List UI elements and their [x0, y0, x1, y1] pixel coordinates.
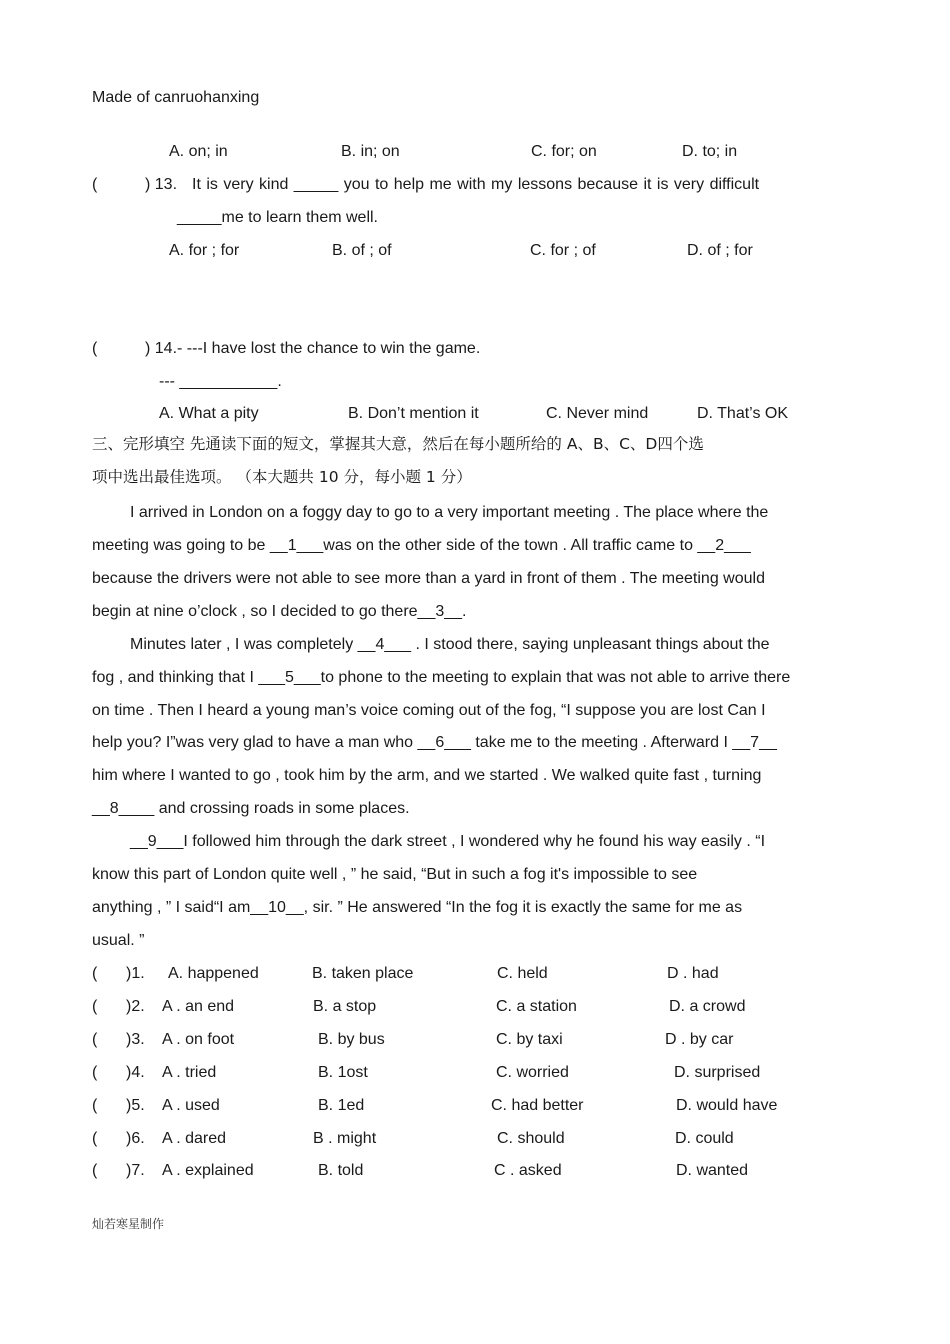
q12-option-c: C. for; on — [531, 143, 597, 160]
question-number: )1. — [126, 965, 145, 982]
option-b: B. 1ed — [318, 1097, 365, 1114]
option-a: A . an end — [162, 998, 235, 1015]
q13-option-a: A. for ; for — [169, 242, 240, 259]
answer-paren: ( — [92, 1162, 98, 1179]
question-number: )4. — [126, 1064, 145, 1081]
passage-line: know this part of London quite well , ” he said, “But in such a fog it's impossible to see — [92, 866, 698, 883]
document-header: Made of canruohanxing — [92, 89, 260, 106]
answer-paren: ( — [92, 1064, 98, 1081]
answer-paren: ( — [92, 965, 98, 982]
option-b: B. a stop — [313, 998, 377, 1015]
passage-line: I arrived in London on a foggy day to go to a very important meeting . The place where the — [130, 504, 769, 521]
answer-paren: ( — [92, 998, 98, 1015]
passage-line: meeting was going to be __1___was on the other side of the town . All traffic came to __2___ — [92, 537, 751, 554]
passage-line: because the drivers were not able to see more than a yard in front of them . The meeting would — [92, 570, 765, 587]
passage-line: him where I wanted to go , took him by the arm, and we started . We walked quite fast , turning — [92, 767, 762, 784]
answer-paren: ( — [92, 1031, 98, 1048]
option-c: C. worried — [496, 1064, 569, 1081]
question-number: )7. — [126, 1162, 145, 1179]
option-b: B. by bus — [318, 1031, 385, 1048]
option-c: C . asked — [494, 1162, 562, 1179]
passage-line: __8____ and crossing roads in some places. — [92, 800, 410, 817]
option-c: C. held — [497, 965, 548, 982]
answer-paren: ( — [92, 1130, 98, 1147]
q13-question-line1: It is very kind _____ you to help me with my lessons because it is very difficult — [192, 176, 760, 193]
passage-line: help you? I”was very glad to have a man who __6___ take me to the meeting . Afterward I __7__ — [92, 734, 777, 751]
q12-option-a: A. on; in — [169, 143, 228, 160]
answer-paren: ( — [92, 1097, 98, 1114]
question-number: )2. — [126, 998, 145, 1015]
option-b: B. told — [318, 1162, 364, 1179]
option-d: D. could — [675, 1130, 734, 1147]
q14-paren-open: ( — [92, 340, 98, 357]
section-heading-line1: 三、完形填空 先通读下面的短文，掌握其大意，然后在每小题所给的 A、B、C、D四个选 — [92, 435, 704, 453]
option-a: A . dared — [162, 1130, 227, 1147]
footer-credit: 灿若寒星制作 — [92, 1217, 165, 1231]
q13-question-line2: _____me to learn them well. — [177, 209, 378, 226]
q13-paren-open: ( — [92, 176, 98, 193]
option-b: B. taken place — [312, 965, 414, 982]
passage-line: usual. ” — [92, 932, 145, 949]
option-a: A . explained — [162, 1162, 254, 1179]
passage-line: fog , and thinking that I ___5___to phone to the meeting to explain that was not able to arrive there — [92, 669, 791, 686]
passage-line: anything , ” I said“I am__10__, sir. ” He answered “In the fog it is exactly the same for me as — [92, 899, 743, 916]
q14-option-a: A. What a pity — [159, 405, 259, 422]
q14-option-b: B. Don’t mention it — [348, 405, 479, 422]
option-d: D. would have — [676, 1097, 778, 1114]
question-number: )5. — [126, 1097, 145, 1114]
section-heading-line2: 项中选出最佳选项。 （本大题共 10 分，每小题 1 分） — [92, 468, 472, 486]
option-a: A . tried — [162, 1064, 217, 1081]
option-d: D . by car — [665, 1031, 734, 1048]
option-b: B. 1ost — [318, 1064, 368, 1081]
q12-option-d: D. to; in — [682, 143, 738, 160]
q14-question: ) 14.- ---I have lost the chance to win the game. — [145, 340, 481, 357]
q14-option-d: D. That’s OK — [697, 405, 788, 422]
option-b: B . might — [313, 1130, 377, 1147]
option-a: A . used — [162, 1097, 220, 1114]
q13-option-c: C. for ; of — [530, 242, 596, 259]
option-c: C. had better — [491, 1097, 584, 1114]
option-a: A . on foot — [162, 1031, 235, 1048]
option-d: D. a crowd — [669, 998, 746, 1015]
passage-line: begin at nine o’clock , so I decided to go there__3__. — [92, 603, 467, 620]
q12-option-b: B. in; on — [341, 143, 400, 160]
option-d: D. wanted — [676, 1162, 749, 1179]
option-c: C. a station — [496, 998, 577, 1015]
q13-option-d: D. of ; for — [687, 242, 753, 259]
passage-line: __9___I followed him through the dark street , I wondered why he found his way easily . “I — [130, 833, 766, 850]
q13-option-b: B. of ; of — [332, 242, 392, 259]
option-d: D . had — [667, 965, 719, 982]
option-a: A. happened — [168, 965, 259, 982]
q14-option-c: C. Never mind — [546, 405, 649, 422]
q14-answer-line: --- ___________. — [159, 373, 282, 390]
question-number: )6. — [126, 1130, 145, 1147]
option-c: C. by taxi — [496, 1031, 563, 1048]
passage-line: on time . Then I heard a young man’s voice coming out of the fog, “I suppose you are lost Can I — [92, 702, 766, 719]
option-d: D. surprised — [674, 1064, 761, 1081]
q13-number: ) 13. — [145, 176, 178, 193]
passage-line: Minutes later , I was completely __4___ . I stood there, saying unpleasant things about the — [130, 636, 770, 653]
option-c: C. should — [497, 1130, 565, 1147]
question-number: )3. — [126, 1031, 145, 1048]
